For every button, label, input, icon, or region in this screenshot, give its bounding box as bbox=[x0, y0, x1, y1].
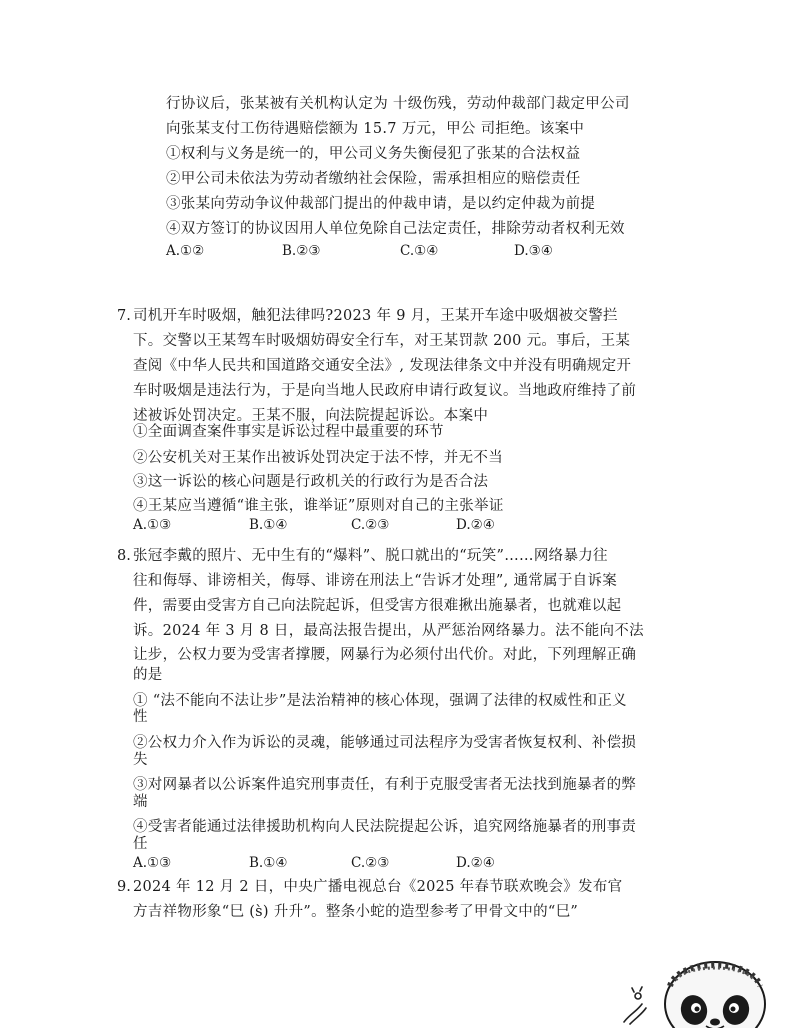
q7-stem-line-4: 车时吸烟是违法行为，于是向当地人民政府申请行政复议。当地政府维持了前 bbox=[133, 383, 637, 399]
q6-statement-3: ③张某向劳动争议仲裁部门提出的仲裁申请，是以约定仲裁为前提 bbox=[166, 196, 596, 212]
q6-option-d[interactable]: D.③④ bbox=[514, 243, 553, 259]
q7-option-c[interactable]: C.②③ bbox=[351, 517, 390, 533]
q8-stem-line-5: 让步，公权力要为受害者撑腰，网暴行为必须付出代价。对此，下列理解正确 bbox=[133, 647, 637, 663]
q8-stem-line-3: 件，需要由受害方自己向法院起诉，但受害方很难揪出施暴者，也就难以起 bbox=[133, 598, 622, 614]
q8-statement-3-cont: 端 bbox=[133, 794, 148, 810]
q8-statement-4-cont: 任 bbox=[133, 836, 148, 852]
q8-stem-line-2: 往和侮辱、诽谤相关，侮辱、诽谤在刑法上“告诉才处理”, 通常属于自诉案 bbox=[133, 573, 618, 589]
q7-option-a[interactable]: A.①③ bbox=[133, 517, 172, 533]
q8-stem-line-4: 诉。2024 年 3 月 8 日，最高法报告提出，从严惩治网络暴力。法不能向不法 bbox=[133, 623, 644, 639]
q8-option-a[interactable]: A.①③ bbox=[133, 855, 172, 871]
q8-option-c[interactable]: C.②③ bbox=[351, 855, 390, 871]
q7-statement-4: ④王某应当遵循“谁主张，谁举证”原则对自己的主张举证 bbox=[133, 498, 504, 514]
q6-stem-line-2: 向张某支付工伤待遇赔偿额为 15.7 万元，甲公 司拒绝。该案中 bbox=[166, 121, 585, 137]
q6-option-b[interactable]: B.②③ bbox=[282, 243, 321, 259]
q7-stem-line-1: 司机开车时吸烟，触犯法律吗?2023 年 9 月，王某开车途中吸烟被交警拦 bbox=[133, 308, 618, 324]
q8-option-d[interactable]: D.②④ bbox=[456, 855, 495, 871]
q8-number: 8. bbox=[117, 548, 131, 564]
q6-statement-1: ①权利与义务是统一的，甲公司义务失衡侵犯了张某的合法权益 bbox=[166, 146, 581, 162]
q6-statement-2: ②甲公司未依法为劳动者缴纳社会保险，需承担相应的赔偿责任 bbox=[166, 171, 581, 187]
q8-statement-1-cont: 性 bbox=[133, 709, 148, 725]
q8-stem-line-6: 的是 bbox=[133, 667, 163, 683]
q7-options bbox=[133, 515, 533, 535]
q9-stem-line-1: 2024 年 12 月 2 日，中央广播电视总台《2025 年春节联欢晚会》发布官 bbox=[133, 879, 623, 895]
q6-statement-4: ④双方签订的协议因用人单位免除自己法定责任，排除劳动者权利无效 bbox=[166, 221, 625, 237]
q7-stem-line-5: 述被诉处罚决定。王某不服，向法院提起诉讼。本案中 bbox=[133, 408, 489, 424]
q9-number: 9. bbox=[117, 879, 131, 895]
q7-statement-3: ③这一诉讼的核心问题是行政机关的行政行为是否合法 bbox=[133, 474, 489, 490]
q8-statement-2-cont: 失 bbox=[133, 752, 148, 768]
doodle-mark bbox=[624, 987, 646, 1024]
q6-option-a[interactable]: A.①② bbox=[166, 243, 205, 259]
q7-stem-line-2: 下。交警以王某驾车时吸烟妨碍安全行车，对王某罚款 200 元。事后，王某 bbox=[133, 333, 631, 349]
q7-option-b[interactable]: B.①④ bbox=[249, 517, 288, 533]
q8-statement-1: ① “法不能向不法让步”是法治精神的核心体现，强调了法律的权威性和正义 bbox=[133, 693, 627, 709]
q7-statement-2: ②公安机关对王某作出被诉处罚决定于法不悖，并无不当 bbox=[133, 450, 503, 466]
q8-statement-3: ③对网暴者以公诉案件追究刑事责任，有利于克服受害者无法找到施暴者的弊 bbox=[133, 777, 637, 793]
q6-options bbox=[166, 241, 566, 261]
q7-statement-1: ①全面调查案件事实是诉讼过程中最重要的环节 bbox=[133, 424, 444, 440]
q8-option-b[interactable]: B.①④ bbox=[249, 855, 288, 871]
q7-stem-line-3: 查阅《中华人民共和国道路交通安全法》, 发现法律条文中并没有明确规定开 bbox=[133, 358, 632, 374]
q6-stem-line-1: 行协议后，张某被有关机构认定为 十级伤残，劳动仲裁部门裁定甲公司 bbox=[166, 96, 630, 112]
q8-statement-4: ④受害者能通过法律援助机构向人民法院提起公诉，追究网络施暴者的刑事责 bbox=[133, 819, 637, 835]
mascot-illustration bbox=[620, 952, 794, 1028]
q8-statement-2: ②公权力介入作为诉讼的灵魂，能够通过司法程序为受害者恢复权利、补偿损 bbox=[133, 735, 637, 751]
q9-stem-line-2: 方吉祥物形象“巳 (s̀) 升升”。整条小蛇的造型参考了甲骨文中的“巳” bbox=[133, 904, 579, 920]
q7-option-d[interactable]: D.②④ bbox=[456, 517, 495, 533]
q8-options bbox=[133, 853, 533, 873]
q7-number: 7. bbox=[117, 308, 131, 324]
q6-option-c[interactable]: C.①④ bbox=[400, 243, 439, 259]
q8-stem-line-1: 张冠李戴的照片、无中生有的“爆料”、脱口就出的“玩笑”……网络暴力往 bbox=[133, 548, 608, 564]
panda-head-icon bbox=[665, 962, 765, 1028]
